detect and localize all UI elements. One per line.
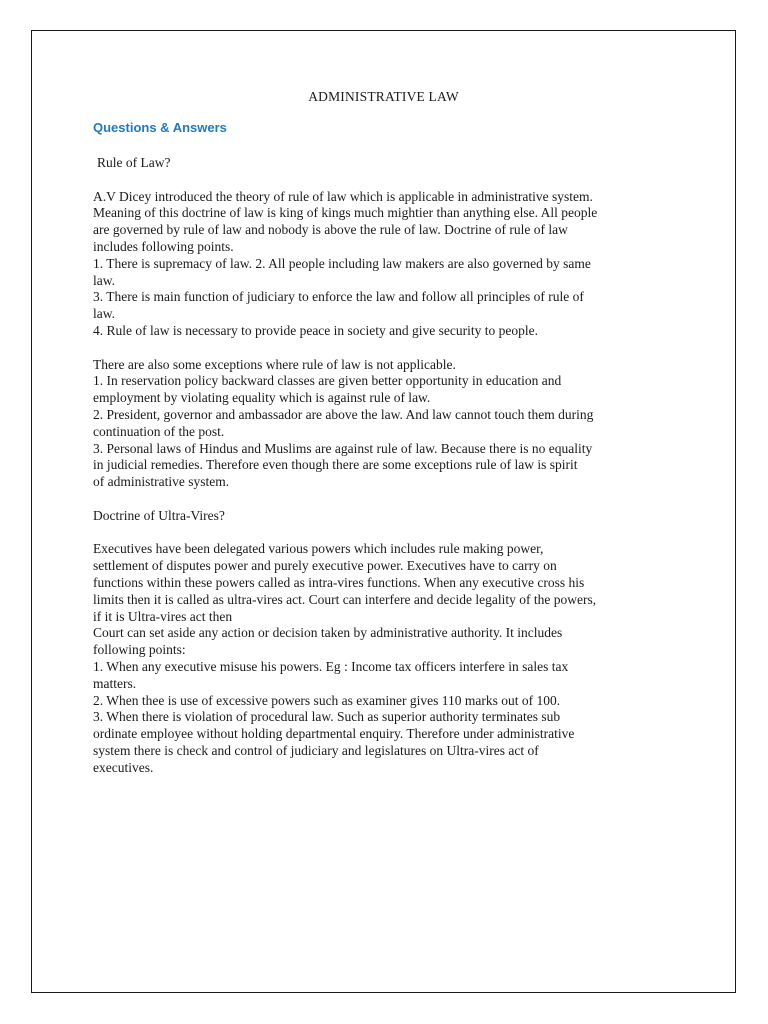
list-item-line: matters. — [93, 675, 137, 691]
paragraph-line: Meaning of this doctrine of law is king of kings much mightier than anything else. All people — [93, 205, 598, 221]
document-body — [93, 155, 678, 776]
list-item-line: 3. When there is violation of procedural law. Such as superior authority terminates sub — [93, 709, 561, 725]
list-item-line: 1. In reservation policy backward classes are given better opportunity in education and — [93, 373, 562, 389]
list-item-line: 2. When thee is use of excessive powers such as examiner gives 110 marks out of 100. — [93, 692, 561, 708]
question-heading: Rule of Law? — [97, 155, 171, 170]
paragraph-gap — [93, 525, 678, 542]
list-item-line: 2. President, governor and ambassador are above the law. And law cannot touch them during — [93, 406, 594, 422]
list-item-line: 4. Rule of law is necessary to provide peace in society and give security to people. — [93, 322, 538, 338]
list-item-line: 3. There is main function of judiciary to enforce the law and follow all principles of rule of — [93, 289, 584, 305]
list-item-line: continuation of the post. — [93, 423, 225, 439]
list-item-line: of administrative system. — [93, 474, 230, 490]
paragraph-line: settlement of disputes power and purely executive power. Executives have to carry on — [93, 558, 557, 574]
paragraph-line: There are also some exceptions where rule of law is not applicable. — [93, 356, 456, 372]
paragraph-line: if it is Ultra-vires act then — [93, 608, 233, 624]
list-item-line: in judicial remedies. Therefore even though there are some exceptions rule of law is spirit — [93, 457, 578, 473]
paragraph-gap — [93, 491, 678, 508]
question-heading: Doctrine of Ultra-Vires? — [93, 507, 225, 523]
list-item-line: system there is check and control of judiciary and legislatures on Ultra-vires act of — [93, 742, 539, 758]
list-item-line: 1. There is supremacy of law. 2. All people including law makers are also governed by same — [93, 255, 591, 271]
list-item-line: employment by violating equality which is against rule of law. — [93, 390, 431, 406]
list-item-line: 3. Personal laws of Hindus and Muslims are against rule of law. Because there is no equality — [93, 440, 593, 456]
document-title: ADMINISTRATIVE LAW — [308, 89, 459, 104]
paragraph-gap — [93, 172, 678, 189]
list-item-line: 1. When any executive misuse his powers. Eg : Income tax officers interfere in sales tax — [93, 658, 569, 674]
list-item-line: executives. — [93, 759, 154, 775]
paragraph-line: includes following points. — [93, 238, 234, 254]
qa-heading: Questions & Answers — [93, 120, 227, 135]
paragraph-line: limits then it is called as ultra-vires act. Court can interfere and decide legality of the powers, — [93, 591, 597, 607]
paragraph-gap — [93, 340, 678, 357]
paragraph-line: are governed by rule of law and nobody is above the rule of law. Doctrine of rule of law — [93, 222, 568, 238]
paragraph-line: A.V Dicey introduced the theory of rule of law which is applicable in administrative system. — [93, 188, 593, 204]
list-item-line: law. — [93, 306, 115, 322]
paragraph-line: Executives have been delegated various powers which includes rule making power, — [93, 541, 544, 557]
document-page — [31, 30, 736, 993]
paragraph-line: following points: — [93, 642, 186, 658]
list-item-line: ordinate employee without holding departmental enquiry. Therefore under administrative — [93, 726, 575, 742]
paragraph-line: functions within these powers called as intra-vires functions. When any executive cross his — [93, 574, 585, 590]
list-item-line: law. — [93, 272, 115, 288]
paragraph-line: Court can set aside any action or decision taken by administrative authority. It includes — [93, 625, 563, 641]
